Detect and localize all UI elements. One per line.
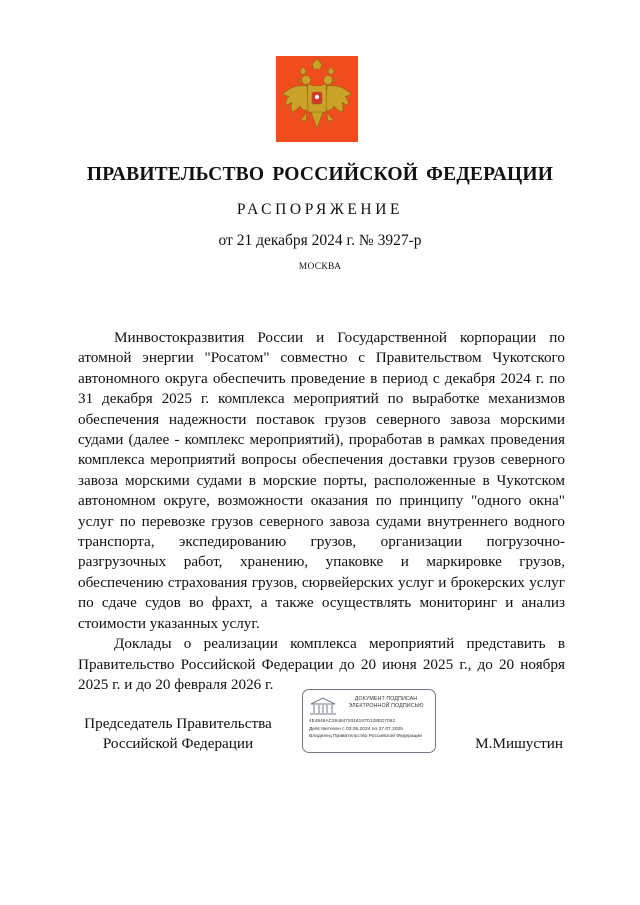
- body-paragraph: Минвостокразвития России и Государственной корпорации по атомной энергии "Росатом" совместно с Правительством Чукотского автономного округа обеспечить проведение в период с декабря 2024 г. по 31 декабря 2025 г. комплекса мероприятий по выработке механизмов обеспечения надежности поставок грузов северного завоза морскими судами (далее - комплекс мероприятий), проработав в рамках проведения комплекса мероприятий вопросы обеспечения доставки грузов северного завоза морскими судами в морские порты, расположенные в Чукотском автономном округе, возможности оказания по принципу "одного окна" услуг по перевозке грузов северного завоза судами внутреннего водного транспорта, экспедированию грузов, организации погрузочно-разгрузочных работ, хранению, упаковке и маркировке грузов, обеспечению страхования грузов, сюрвейерских услуг и брокерских услуг по сдаче судов во фрахт, а также осуществлять мониторинг и анализ стоимости указанных услуг.: [78, 329, 565, 632]
- stamp-heading: [339, 696, 433, 710]
- stamp-heading-line: ЭЛЕКТРОННОЙ ПОДПИСЬЮ: [348, 703, 424, 709]
- certificate-serial: 4E4848AC2848479318197D128ED7062: [309, 718, 396, 723]
- certificate-validity: Действителен с 03.05.2024 по 27.07.2025: [309, 727, 403, 732]
- coat-of-arms-emblem: [276, 56, 358, 142]
- electronic-signature-stamp: [302, 689, 436, 753]
- certificate-owner: Владелец Правительство Российской Федерации: [309, 734, 422, 739]
- document-type: РАСПОРЯЖЕНИЕ: [236, 201, 404, 218]
- document-date-number: от 21 декабря 2024 г. № 3927-р: [218, 232, 422, 249]
- government-title: ПРАВИТЕЛЬСТВО РОССИЙСКОЙ ФЕДЕРАЦИИ: [86, 164, 554, 185]
- position-line: Российской Федерации: [102, 735, 254, 752]
- document-body: [78, 328, 565, 695]
- body-paragraph: Доклады о реализации комплекса мероприятий представить в Правительство Российской Федерации до 20 июня 2025 г., до 20 ноября 2025 г. и до 20 февраля 2026 г.: [78, 635, 565, 693]
- signatory-name: М.Мишустин: [475, 735, 563, 752]
- government-building-icon: [309, 696, 337, 716]
- signatory-position: [78, 714, 278, 754]
- double-headed-eagle-icon: [276, 56, 358, 142]
- position-line: Председатель Правительства: [84, 715, 272, 732]
- document-city: МОСКВА: [298, 262, 342, 272]
- stamp-heading-line: ДОКУМЕНТ ПОДПИСАН: [354, 696, 418, 702]
